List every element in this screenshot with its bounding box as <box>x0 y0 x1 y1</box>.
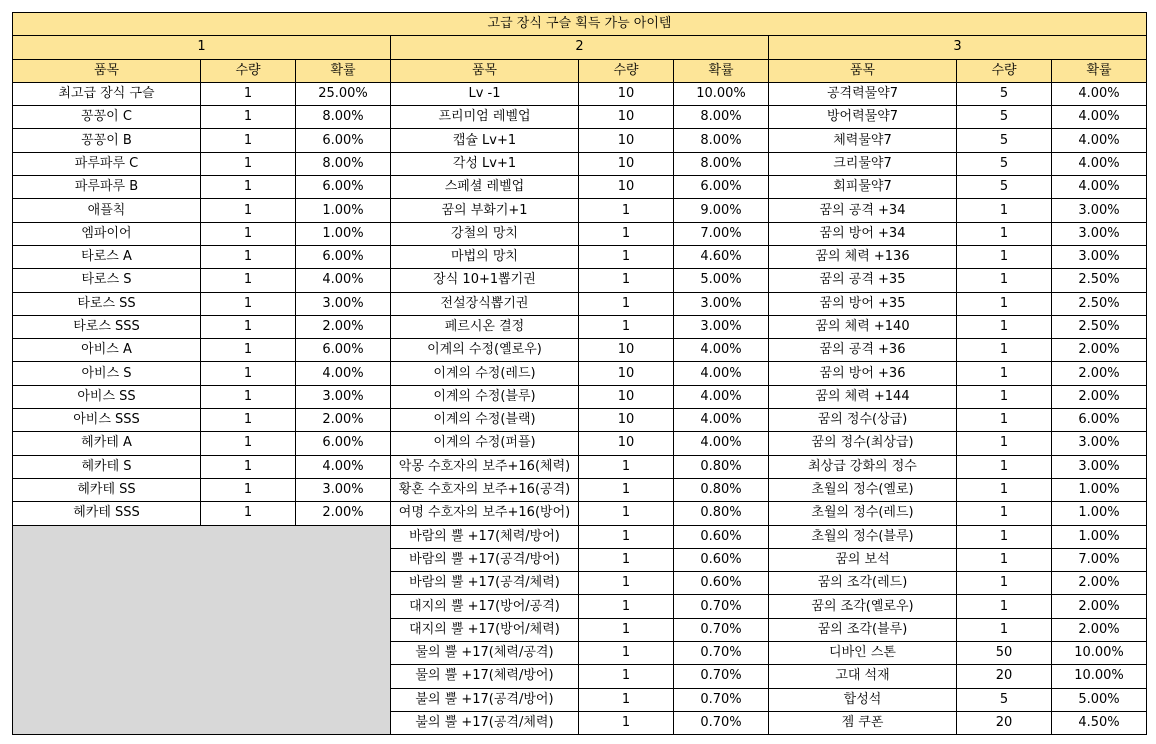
item-qty: 1 <box>957 478 1052 501</box>
item-prob: 3.00% <box>1052 245 1147 268</box>
item-prob: 4.00% <box>296 362 391 385</box>
item-name: 황혼 수호자의 보주+16(공격) <box>391 478 579 501</box>
item-name: 물의 뿔 +17(체력/공격) <box>391 642 579 665</box>
item-prob: 8.00% <box>674 106 769 129</box>
item-qty: 1 <box>957 432 1052 455</box>
item-prob: 6.00% <box>296 339 391 362</box>
item-prob: 3.00% <box>296 385 391 408</box>
item-prob: 0.80% <box>674 478 769 501</box>
item-name: 강철의 망치 <box>391 222 579 245</box>
item-name: 꿈의 공격 +34 <box>769 199 957 222</box>
item-prob: 1.00% <box>1052 525 1147 548</box>
item-qty: 1 <box>957 362 1052 385</box>
item-prob: 6.00% <box>296 129 391 152</box>
item-qty: 1 <box>201 478 296 501</box>
item-name: 꿈의 체력 +144 <box>769 385 957 408</box>
item-name: 꿈의 정수(상급) <box>769 409 957 432</box>
item-prob: 2.00% <box>1052 339 1147 362</box>
item-prob: 9.00% <box>674 199 769 222</box>
item-name: 아비스 S <box>13 362 201 385</box>
item-prob: 0.70% <box>674 711 769 734</box>
item-prob: 4.00% <box>1052 82 1147 105</box>
item-name: 아비스 SSS <box>13 409 201 432</box>
item-qty: 1 <box>579 688 674 711</box>
item-name: 헤카테 S <box>13 455 201 478</box>
item-name: 페르시온 결정 <box>391 315 579 338</box>
item-prob: 4.00% <box>1052 152 1147 175</box>
table-title: 고급 장식 구슬 획득 가능 아이템 <box>13 13 1147 36</box>
item-qty: 10 <box>579 152 674 175</box>
item-prob: 8.00% <box>296 106 391 129</box>
item-qty: 1 <box>201 455 296 478</box>
item-name: 회피물약7 <box>769 176 957 199</box>
item-qty: 1 <box>201 292 296 315</box>
item-name: 불의 뿔 +17(공격/방어) <box>391 688 579 711</box>
item-name: 캡슐 Lv+1 <box>391 129 579 152</box>
item-qty: 20 <box>957 711 1052 734</box>
item-qty: 50 <box>957 642 1052 665</box>
item-qty: 5 <box>957 106 1052 129</box>
item-prob: 3.00% <box>1052 222 1147 245</box>
item-qty: 10 <box>579 362 674 385</box>
item-name: 꿈의 체력 +136 <box>769 245 957 268</box>
item-prob: 0.80% <box>674 455 769 478</box>
item-name: 스페셜 레벨업 <box>391 176 579 199</box>
item-name: 전설장식뽑기권 <box>391 292 579 315</box>
item-prob: 0.60% <box>674 572 769 595</box>
item-qty: 1 <box>201 176 296 199</box>
item-prob: 2.00% <box>296 502 391 525</box>
item-prob: 6.00% <box>674 176 769 199</box>
item-qty: 1 <box>579 478 674 501</box>
item-qty: 5 <box>957 152 1052 175</box>
item-name: 마법의 망치 <box>391 245 579 268</box>
item-prob: 2.50% <box>1052 292 1147 315</box>
item-qty: 1 <box>957 245 1052 268</box>
item-qty: 1 <box>579 525 674 548</box>
item-qty: 10 <box>579 176 674 199</box>
column-header-item: 품목 <box>769 59 957 82</box>
item-prob: 3.00% <box>1052 199 1147 222</box>
item-name: 헤카테 SS <box>13 478 201 501</box>
group-header-2: 2 <box>391 36 769 59</box>
item-qty: 1 <box>957 572 1052 595</box>
item-qty: 1 <box>201 362 296 385</box>
item-name: 꽁꽁이 B <box>13 129 201 152</box>
item-prob: 5.00% <box>674 269 769 292</box>
item-prob: 7.00% <box>1052 548 1147 571</box>
table-row <box>13 292 1147 315</box>
item-name: 꿈의 방어 +34 <box>769 222 957 245</box>
item-name: 아비스 SS <box>13 385 201 408</box>
item-name: 체력물약7 <box>769 129 957 152</box>
item-prob: 10.00% <box>674 82 769 105</box>
item-prob: 7.00% <box>674 222 769 245</box>
item-qty: 1 <box>579 618 674 641</box>
item-name: 각성 Lv+1 <box>391 152 579 175</box>
item-qty: 1 <box>579 711 674 734</box>
item-prob: 2.00% <box>1052 385 1147 408</box>
item-name: 합성석 <box>769 688 957 711</box>
item-qty: 5 <box>957 688 1052 711</box>
item-qty: 1 <box>957 222 1052 245</box>
item-name: 꿈의 정수(최상급) <box>769 432 957 455</box>
table-row <box>13 82 1147 105</box>
item-prob: 2.00% <box>1052 572 1147 595</box>
item-name: 꿈의 조각(레드) <box>769 572 957 595</box>
item-prob: 1.00% <box>296 222 391 245</box>
column-header-qty: 수량 <box>579 59 674 82</box>
item-qty: 1 <box>201 82 296 105</box>
item-qty: 1 <box>957 315 1052 338</box>
item-prob: 0.70% <box>674 618 769 641</box>
item-name: 젬 쿠폰 <box>769 711 957 734</box>
item-qty: 1 <box>957 199 1052 222</box>
item-name: Lv -1 <box>391 82 579 105</box>
table-row <box>13 525 1147 548</box>
item-prob: 3.00% <box>674 292 769 315</box>
item-qty: 10 <box>579 432 674 455</box>
item-name: 디바인 스톤 <box>769 642 957 665</box>
column-header-prob: 확률 <box>674 59 769 82</box>
table-row <box>13 222 1147 245</box>
item-name: 바람의 뿔 +17(공격/방어) <box>391 548 579 571</box>
item-prob: 2.50% <box>1052 269 1147 292</box>
item-qty: 1 <box>579 269 674 292</box>
item-prob: 4.00% <box>674 339 769 362</box>
item-qty: 10 <box>579 409 674 432</box>
group-header-1: 1 <box>13 36 391 59</box>
item-prob: 2.00% <box>296 315 391 338</box>
column-header-item: 품목 <box>13 59 201 82</box>
item-qty: 1 <box>957 525 1052 548</box>
table-row <box>13 455 1147 478</box>
item-qty: 1 <box>957 595 1052 618</box>
column-header-qty: 수량 <box>201 59 296 82</box>
table-row <box>13 106 1147 129</box>
drop-table <box>12 12 1147 735</box>
item-name: 초월의 정수(옐로) <box>769 478 957 501</box>
item-qty: 1 <box>201 222 296 245</box>
item-qty: 1 <box>201 315 296 338</box>
item-name: 타로스 A <box>13 245 201 268</box>
item-name: 이계의 수정(블루) <box>391 385 579 408</box>
item-prob: 4.00% <box>1052 176 1147 199</box>
item-qty: 1 <box>201 432 296 455</box>
item-prob: 8.00% <box>296 152 391 175</box>
item-prob: 4.00% <box>1052 106 1147 129</box>
item-qty: 10 <box>579 385 674 408</box>
item-name: 애플칙 <box>13 199 201 222</box>
item-name: 초월의 정수(블루) <box>769 525 957 548</box>
item-qty: 1 <box>957 385 1052 408</box>
item-prob: 8.00% <box>674 152 769 175</box>
item-name: 대지의 뿔 +17(방어/공격) <box>391 595 579 618</box>
item-prob: 0.70% <box>674 642 769 665</box>
item-qty: 1 <box>579 455 674 478</box>
item-qty: 1 <box>201 152 296 175</box>
item-prob: 10.00% <box>1052 642 1147 665</box>
table-row <box>13 502 1147 525</box>
item-prob: 3.00% <box>296 292 391 315</box>
column-header-prob: 확률 <box>1052 59 1147 82</box>
column-header-item: 품목 <box>391 59 579 82</box>
item-qty: 1 <box>579 502 674 525</box>
item-name: 꿈의 체력 +140 <box>769 315 957 338</box>
item-prob: 4.00% <box>296 269 391 292</box>
item-qty: 1 <box>579 665 674 688</box>
item-prob: 6.00% <box>1052 409 1147 432</box>
item-name: 바람의 뿔 +17(체력/방어) <box>391 525 579 548</box>
item-name: 파루파루 B <box>13 176 201 199</box>
item-name: 꿈의 공격 +35 <box>769 269 957 292</box>
item-qty: 1 <box>957 269 1052 292</box>
item-prob: 4.50% <box>1052 711 1147 734</box>
item-name: 바람의 뿔 +17(공격/체력) <box>391 572 579 595</box>
item-qty: 20 <box>957 665 1052 688</box>
group-header-3: 3 <box>769 36 1147 59</box>
item-prob: 2.00% <box>1052 595 1147 618</box>
table-row <box>13 199 1147 222</box>
item-qty: 1 <box>579 595 674 618</box>
item-name: 공격력물약7 <box>769 82 957 105</box>
item-name: 꽁꽁이 C <box>13 106 201 129</box>
item-qty: 10 <box>579 339 674 362</box>
item-name: 방어력물약7 <box>769 106 957 129</box>
table-row <box>13 409 1147 432</box>
item-name: 크리물약7 <box>769 152 957 175</box>
item-qty: 1 <box>957 339 1052 362</box>
item-name: 타로스 SSS <box>13 315 201 338</box>
item-qty: 1 <box>579 245 674 268</box>
table-row <box>13 152 1147 175</box>
table-row <box>13 245 1147 268</box>
item-name: 아비스 A <box>13 339 201 362</box>
item-name: 대지의 뿔 +17(방어/체력) <box>391 618 579 641</box>
item-qty: 1 <box>579 548 674 571</box>
item-prob: 4.60% <box>674 245 769 268</box>
item-name: 꿈의 보석 <box>769 548 957 571</box>
item-name: 꿈의 조각(블루) <box>769 618 957 641</box>
item-prob: 4.00% <box>1052 129 1147 152</box>
item-name: 꿈의 조각(옐로우) <box>769 595 957 618</box>
table-row <box>13 385 1147 408</box>
item-prob: 2.00% <box>1052 618 1147 641</box>
table-row <box>13 269 1147 292</box>
item-qty: 1 <box>579 199 674 222</box>
item-prob: 4.00% <box>674 409 769 432</box>
item-prob: 8.00% <box>674 129 769 152</box>
item-qty: 1 <box>201 339 296 362</box>
item-name: 꿈의 방어 +35 <box>769 292 957 315</box>
item-name: 고대 석재 <box>769 665 957 688</box>
item-name: 헤카테 SSS <box>13 502 201 525</box>
item-qty: 1 <box>957 292 1052 315</box>
table-row <box>13 129 1147 152</box>
table-row <box>13 432 1147 455</box>
item-name: 타로스 S <box>13 269 201 292</box>
item-name: 프리미엄 레벨업 <box>391 106 579 129</box>
item-qty: 1 <box>201 106 296 129</box>
empty-area <box>13 525 391 735</box>
item-name: 꿈의 공격 +36 <box>769 339 957 362</box>
item-qty: 1 <box>201 245 296 268</box>
item-qty: 10 <box>579 82 674 105</box>
item-qty: 5 <box>957 129 1052 152</box>
item-qty: 1 <box>957 502 1052 525</box>
item-name: 꿈의 방어 +36 <box>769 362 957 385</box>
item-qty: 1 <box>201 129 296 152</box>
column-header-qty: 수량 <box>957 59 1052 82</box>
item-name: 엠파이어 <box>13 222 201 245</box>
table-row <box>13 315 1147 338</box>
item-prob: 1.00% <box>1052 502 1147 525</box>
item-prob: 5.00% <box>1052 688 1147 711</box>
item-prob: 0.70% <box>674 595 769 618</box>
item-name: 헤카테 A <box>13 432 201 455</box>
item-prob: 1.00% <box>1052 478 1147 501</box>
item-prob: 25.00% <box>296 82 391 105</box>
item-name: 이계의 수정(퍼플) <box>391 432 579 455</box>
item-prob: 0.70% <box>674 688 769 711</box>
item-qty: 1 <box>957 455 1052 478</box>
item-prob: 0.70% <box>674 665 769 688</box>
item-qty: 1 <box>957 618 1052 641</box>
item-name: 이계의 수정(옐로우) <box>391 339 579 362</box>
item-name: 꿈의 부화기+1 <box>391 199 579 222</box>
item-qty: 1 <box>201 385 296 408</box>
item-qty: 5 <box>957 176 1052 199</box>
item-name: 물의 뿔 +17(체력/방어) <box>391 665 579 688</box>
item-prob: 3.00% <box>296 478 391 501</box>
item-prob: 0.60% <box>674 525 769 548</box>
item-qty: 1 <box>579 222 674 245</box>
table-row <box>13 362 1147 385</box>
item-qty: 1 <box>201 199 296 222</box>
item-prob: 2.50% <box>1052 315 1147 338</box>
item-qty: 1 <box>579 292 674 315</box>
item-qty: 1 <box>579 642 674 665</box>
item-prob: 4.00% <box>674 362 769 385</box>
item-name: 초월의 정수(레드) <box>769 502 957 525</box>
item-name: 악몽 수호자의 보주+16(체력) <box>391 455 579 478</box>
item-qty: 1 <box>201 269 296 292</box>
table-row <box>13 339 1147 362</box>
item-prob: 0.80% <box>674 502 769 525</box>
item-prob: 3.00% <box>1052 455 1147 478</box>
item-prob: 2.00% <box>296 409 391 432</box>
item-qty: 1 <box>957 548 1052 571</box>
item-qty: 1 <box>579 315 674 338</box>
item-prob: 3.00% <box>674 315 769 338</box>
item-name: 최상급 강화의 정수 <box>769 455 957 478</box>
item-prob: 4.00% <box>674 432 769 455</box>
item-prob: 6.00% <box>296 245 391 268</box>
item-prob: 6.00% <box>296 432 391 455</box>
item-qty: 1 <box>201 409 296 432</box>
item-name: 이계의 수정(블랙) <box>391 409 579 432</box>
item-prob: 4.00% <box>296 455 391 478</box>
table-row <box>13 478 1147 501</box>
item-name: 여명 수호자의 보주+16(방어) <box>391 502 579 525</box>
item-prob: 10.00% <box>1052 665 1147 688</box>
item-prob: 0.60% <box>674 548 769 571</box>
item-prob: 6.00% <box>296 176 391 199</box>
item-qty: 5 <box>957 82 1052 105</box>
item-name: 불의 뿔 +17(공격/체력) <box>391 711 579 734</box>
column-header-prob: 확률 <box>296 59 391 82</box>
item-prob: 2.00% <box>1052 362 1147 385</box>
item-name: 이계의 수정(레드) <box>391 362 579 385</box>
item-qty: 10 <box>579 129 674 152</box>
table-row <box>13 176 1147 199</box>
item-qty: 1 <box>579 572 674 595</box>
item-prob: 1.00% <box>296 199 391 222</box>
item-qty: 1 <box>957 409 1052 432</box>
item-qty: 10 <box>579 106 674 129</box>
item-prob: 3.00% <box>1052 432 1147 455</box>
item-name: 최고급 장식 구슬 <box>13 82 201 105</box>
item-name: 파루파루 C <box>13 152 201 175</box>
item-name: 장식 10+1뽑기권 <box>391 269 579 292</box>
item-prob: 4.00% <box>674 385 769 408</box>
item-qty: 1 <box>201 502 296 525</box>
item-name: 타로스 SS <box>13 292 201 315</box>
